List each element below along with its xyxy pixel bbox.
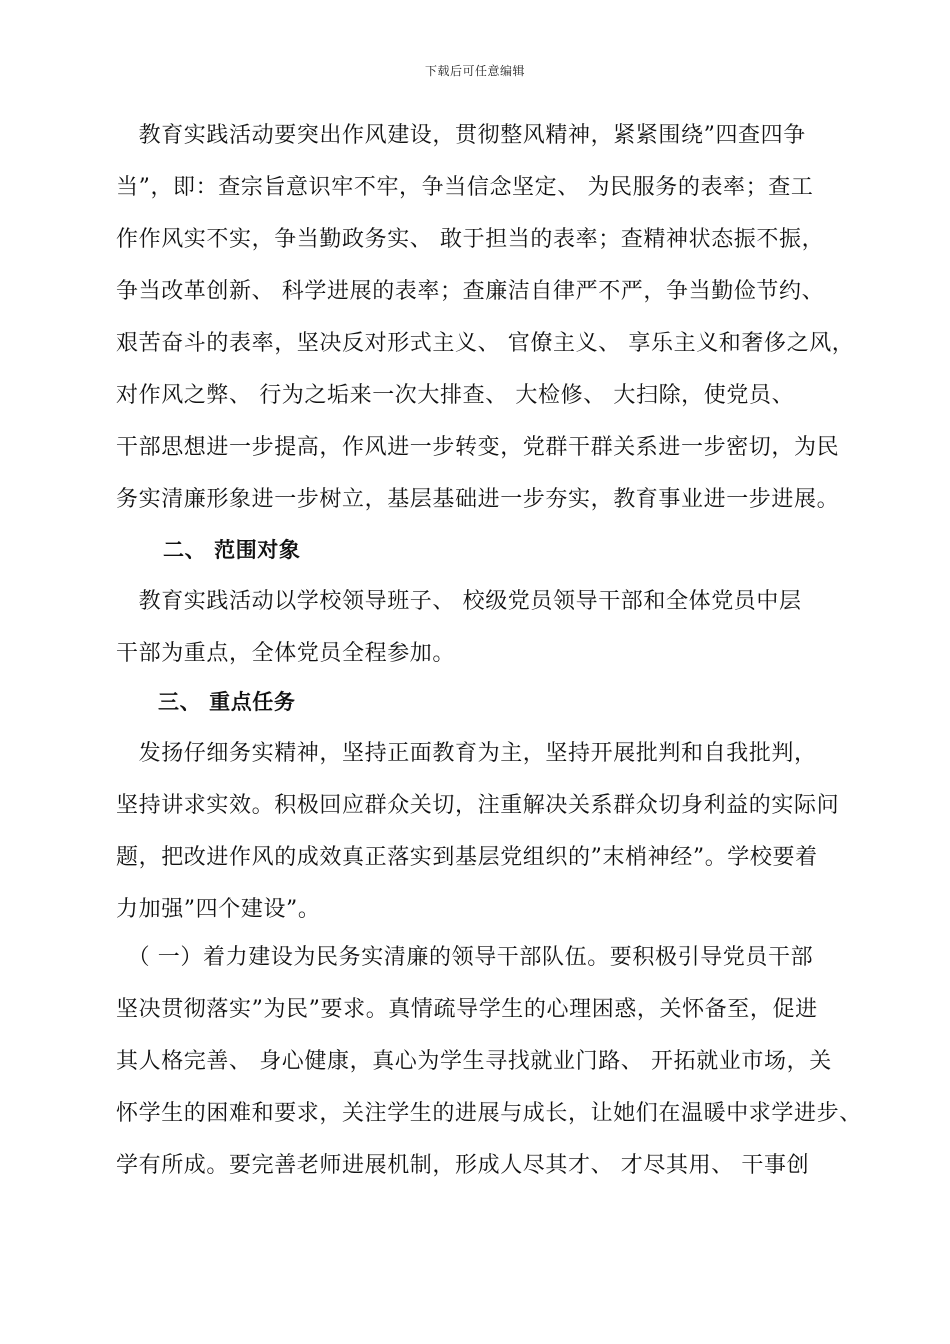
- paragraph-line: 坚持讲求实效。积极回应群众关切，注重解决关系群众切身利益的实际问: [116, 793, 840, 818]
- paragraph-line: 学有所成。要完善老师进展机制，形成人尽其才、 才尽其用、 干事创: [116, 1153, 810, 1178]
- paragraph-line: 题，把改进作风的成效真正落实到基层党组织的”末梢神经”。学校要着: [116, 845, 818, 870]
- section-heading: 三、 重点任务: [158, 690, 296, 714]
- paragraph-line: 其人格完善、 身心健康，真心为学生寻找就业门路、 开拓就业市场，关: [116, 1049, 832, 1074]
- paragraph-line: 干部为重点，全体党员全程参加。: [116, 641, 456, 666]
- paragraph-line: 当”，即：查宗旨意识牢不牢，争当信念坚定、 为民服务的表率；查工: [116, 175, 814, 200]
- paragraph-line: 怀学生的困难和要求，关注学生的进展与成长，让她们在温暖中求学进步、: [116, 1101, 862, 1126]
- paragraph-line: 务实清廉形象进一步树立，基层基础进一步夯实，教育事业进一步进展。: [116, 487, 840, 512]
- paragraph-line: 对作风之弊、 行为之垢来一次大排查、 大检修、 大扫除，使党员、: [116, 383, 795, 408]
- paragraph-line: 力加强”四个建设”。: [116, 897, 321, 922]
- paragraph-line: 争当改革创新、 科学进展的表率；查廉洁自律严不严，争当勤俭节约、: [116, 279, 825, 304]
- section-heading: 二、 范围对象: [163, 538, 301, 562]
- paragraph-line: 教育实践活动以学校领导班子、 校级党员领导干部和全体党员中层: [116, 589, 802, 614]
- paragraph-line: 作作风实不实，争当勤政务实、 敢于担当的表率；查精神状态振不振，: [116, 227, 825, 252]
- paragraph-line: 发扬仔细务实精神，坚持正面教育为主，坚持开展批判和自我批判，: [116, 741, 817, 766]
- paragraph-line: 干部思想进一步提高，作风进一步转变，党群干群关系进一步密切，为民: [116, 435, 840, 460]
- paragraph-line: 教育实践活动要突出作风建设，贯彻整风精神，紧紧围绕”四查四争: [116, 123, 806, 148]
- paragraph-line: （ 一）着力建设为民务实清廉的领导干部队伍。要积极引导党员干部: [116, 945, 814, 970]
- header-note: 下载后可任意编辑: [424, 64, 525, 78]
- paragraph-line: 艰苦奋斗的表率，坚决反对形式主义、 官僚主义、 享乐主义和奢侈之风，: [116, 331, 855, 356]
- paragraph-line: 坚决贯彻落实”为民”要求。真情疏导学生的心理困惑，关怀备至，促进: [116, 997, 818, 1022]
